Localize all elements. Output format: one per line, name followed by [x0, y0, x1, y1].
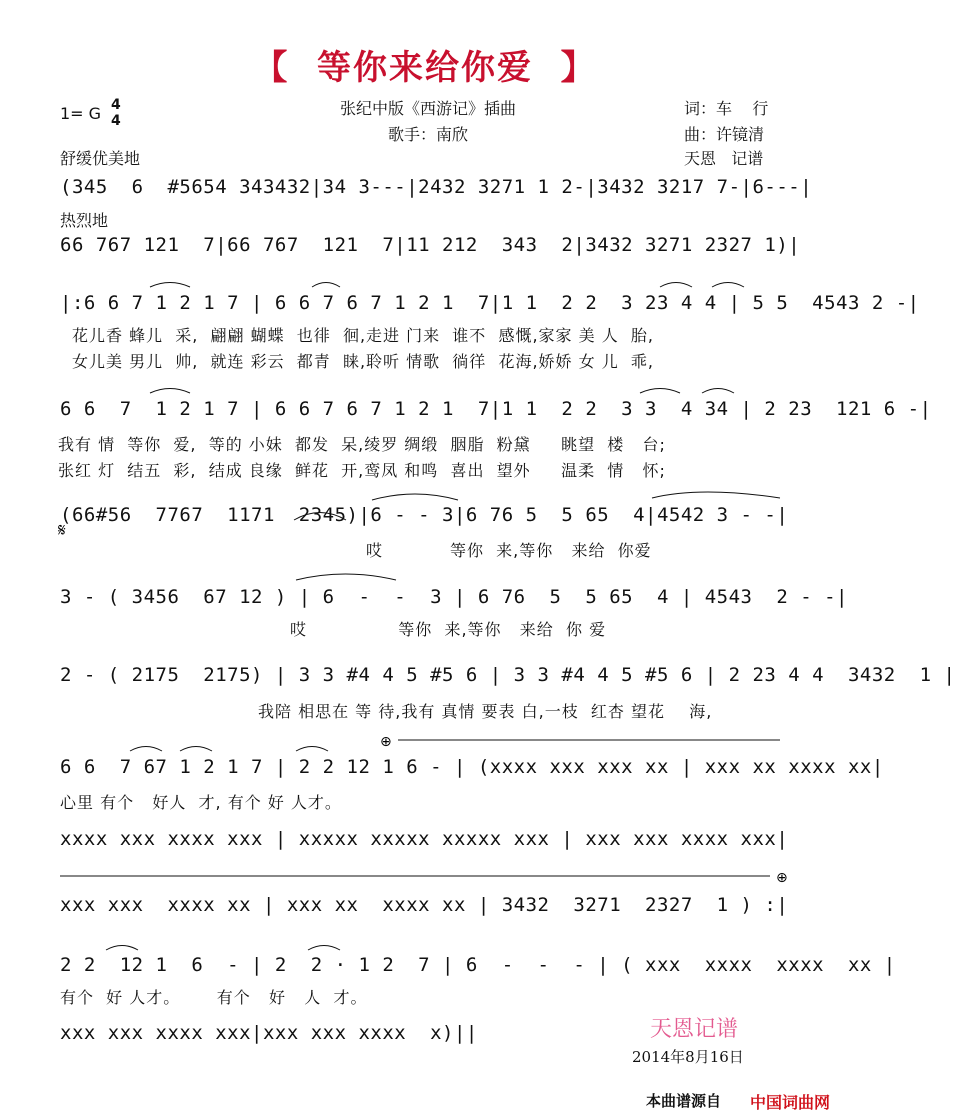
score-row-11: 2 2 12 1 6 - | 2 2 · 1 2 7 | 6 - - - | ( xxx xxxx xxxx xx |: [60, 954, 896, 976]
score-row-7: 2 - ( 2175 2175) | 3 3 #4 4 5 #5 6 | 3 3 #4 4 5 #5 6 | 2 23 4 4 3432 1 |: [60, 664, 955, 686]
score-row-8: 6 6 7 67 1 2 1 7 | 2 2 12 1 6 - | (xxxx xxx xxx xx | xxx xx xxxx xx|: [60, 756, 884, 778]
slur-arc: [150, 389, 190, 394]
key-signature: 1= G: [60, 104, 102, 123]
slur-arc: [130, 747, 162, 752]
slur-arc: [640, 389, 680, 394]
segno-icon: 𝄋: [58, 520, 66, 541]
slur-arc: [660, 283, 692, 288]
score-row-1: (345 6 #5654 343432|34 3---|2432 3271 1 2-|3432 3217 7-|6---|: [60, 176, 813, 198]
slur-arc: [106, 946, 138, 951]
lyrics-row-7: 我陪 相思在 等 待,我有 真情 要表 白,一枝 红杏 望花 海,: [258, 702, 713, 721]
score-row-12: xxx xxx xxxx xxx|xxx xxx xxxx x)||: [60, 1022, 478, 1044]
lyrics-row-4-verse-1: 我有 情 等你 爱, 等的 小妹 都发 呆,绫罗 绸缎 胭脂 粉黛 眺望 楼 台;: [58, 435, 666, 454]
slur-arc: [702, 389, 734, 394]
singer: 歌手：南欣: [388, 125, 469, 144]
score-row-6: 3 - ( 3456 67 12 ) | 6 - - 3 | 6 76 5 5 65 4 | 4543 2 - -|: [60, 586, 848, 608]
lyrics-row-3-verse-2: 女儿美 男儿 帅, 就连 彩云 都青 睐,聆听 情歌 徜徉 花海,娇娇 女 儿 乖,: [72, 352, 654, 371]
tie-arc: [652, 492, 780, 498]
lyrics-row-4-verse-2: 张红 灯 结五 彩, 结成 良缘 鲜花 开,鸾凤 和鸣 喜出 望外 温柔 情 怀;: [58, 461, 666, 480]
arranger: 天恩 记谱: [684, 149, 764, 168]
slur-arc: [150, 283, 190, 288]
coda-icon: ⊕: [380, 734, 392, 750]
song-title: 【 等你来给你爱 】: [253, 48, 597, 88]
tie-arc: [294, 513, 346, 521]
score-row-5: (66#56 7767 1171 2345)|6 - - 3|6 76 5 5 65 4|4542 3 - -|: [60, 504, 789, 526]
composer: 曲：许镜清: [684, 125, 765, 144]
slur-arc: [308, 946, 340, 951]
lyrics-row-11: 有个 好 人才。 有个 好 人 才。: [60, 988, 368, 1007]
slur-arc: [712, 283, 744, 288]
lyrics-row-6: 哎 等你 来,等你 来给 你 爱: [290, 620, 607, 639]
time-signature-top: 4: [111, 97, 121, 113]
tempo-marking-2: 热烈地: [60, 211, 109, 230]
lyrics-row-3-verse-1: 花儿香 蜂儿 采, 翩翩 蝴蝶 也徘 徊,走进 门来 谁不 感慨,家家 美 人 胎,: [72, 326, 654, 345]
slur-arc: [312, 283, 340, 288]
lyricist: 词：车 行: [684, 99, 769, 118]
subtitle: 张纪中版《西游记》插曲: [340, 99, 517, 118]
slur-arc: [296, 747, 328, 752]
score-row-3: |:6 6 7 1 2 1 7 | 6 6 7 6 7 1 2 1 7|1 1 2 2 3 23 4 4 | 5 5 4543 2 -|: [60, 292, 920, 314]
score-row-9: xxxx xxx xxxx xxx | xxxxx xxxxx xxxxx xxx | xxx xxx xxxx xxx|: [60, 828, 789, 850]
time-signature-bottom: 4: [111, 113, 121, 129]
coda-icon: ⊕: [776, 870, 788, 886]
tempo-marking: 舒缓优美地: [60, 149, 141, 168]
tie-arc: [296, 574, 396, 580]
score-row-10: xxx xxx xxxx xx | xxx xx xxxx xx | 3432 3271 2327 1 ) :|: [60, 894, 789, 916]
score-row-2: 66 767 121 7|66 767 121 7|11 212 343 2|3432 3271 2327 1)|: [60, 234, 801, 256]
transcriber-stamp: 天恩记谱: [650, 1017, 739, 1042]
score-row-4: 6 6 7 1 2 1 7 | 6 6 7 6 7 1 2 1 7|1 1 2 2 3 3 4 34 | 2 23 121 6 -|: [60, 398, 932, 420]
lyrics-row-8: 心里 有个 好人 才, 有个 好 人才。: [60, 793, 342, 812]
tie-arc: [372, 494, 458, 500]
slur-arc: [180, 747, 212, 752]
source-site-link[interactable]: 中国词曲网: [750, 1093, 831, 1112]
transcription-date: 2014年8月16日: [632, 1048, 744, 1066]
lyrics-row-5: 哎 等你 来,等你 来给 你爱: [366, 541, 652, 560]
source-label: 本曲谱源自: [646, 1092, 722, 1110]
